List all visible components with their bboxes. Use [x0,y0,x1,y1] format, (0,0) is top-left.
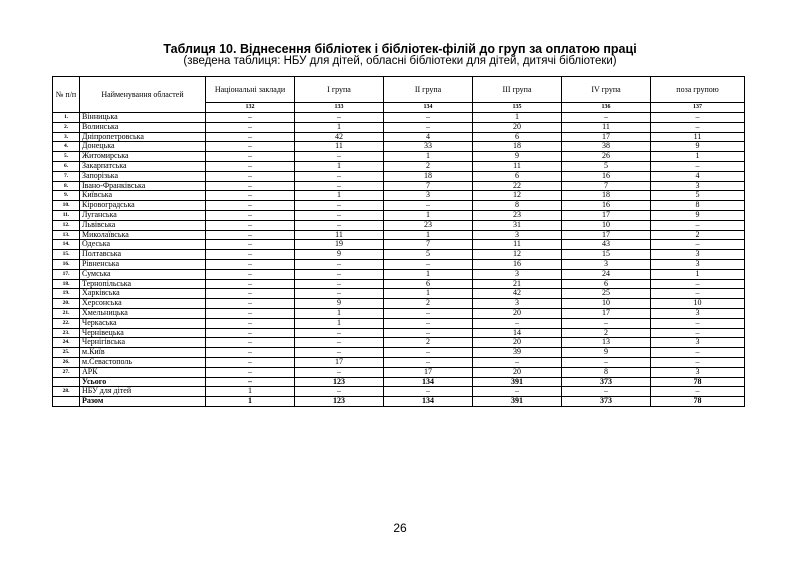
value-cell: – [384,122,473,132]
value-cell: – [206,299,295,309]
region-name: Житомирська [80,152,206,162]
value-cell: 134 [384,377,473,387]
value-cell: – [295,210,384,220]
table-row [53,308,745,318]
table-row [53,113,745,123]
value-cell: 2 [384,338,473,348]
row-number: 6. [53,161,80,171]
value-cell: 11 [562,122,651,132]
value-cell: 3 [473,230,562,240]
value-cell: – [206,113,295,123]
table-row [53,269,745,279]
value-cell: – [384,318,473,328]
value-cell: 12 [473,250,562,260]
region-name: Миколаївська [80,230,206,240]
region-name: Вінницька [80,113,206,123]
value-cell: – [295,259,384,269]
value-cell: 3 [651,181,745,191]
table-row [53,318,745,328]
value-cell: 9 [295,299,384,309]
table-row [53,348,745,358]
value-cell: – [295,348,384,358]
value-cell: – [562,318,651,328]
value-cell: – [206,367,295,377]
value-cell: 42 [295,132,384,142]
page-subtitle: (зведена таблиця: НБУ для дітей, обласні бібліотеки для дітей, дитячі бібліотеки) [183,55,617,67]
table-row [53,387,745,397]
value-cell: 9 [473,152,562,162]
table-row [53,201,745,211]
value-cell: 7 [384,240,473,250]
row-number: 19. [53,289,80,299]
row-number: 14. [53,240,80,250]
value-cell: 1 [384,230,473,240]
value-cell: – [206,328,295,338]
value-cell: – [295,201,384,211]
table-row [53,328,745,338]
value-cell: 1 [295,191,384,201]
value-cell: 11 [473,161,562,171]
value-cell: – [206,181,295,191]
value-cell: 16 [473,259,562,269]
page-title: Таблиця 10. Віднесення бібліотек і бібліотек-філій до груп за оплатою праці [163,42,637,56]
table-row [53,250,745,260]
row-number: 27. [53,367,80,377]
value-cell: – [384,113,473,123]
value-cell: 17 [562,132,651,142]
header-group-4: IV група [562,77,651,103]
row-number: 15. [53,250,80,260]
value-cell: 1 [206,387,295,397]
value-cell: – [473,387,562,397]
row-number: 22. [53,318,80,328]
value-cell: 123 [295,397,384,407]
value-cell: 20 [473,367,562,377]
value-cell: 1 [384,210,473,220]
region-name: Волинська [80,122,206,132]
code-cell: 134 [384,103,473,113]
value-cell: 1 [384,269,473,279]
value-cell: 373 [562,397,651,407]
value-cell: 6 [473,171,562,181]
table-row [53,171,745,181]
row-number: 7. [53,171,80,181]
region-name: АРК [80,367,206,377]
value-cell: – [206,289,295,299]
region-name: Черкаська [80,318,206,328]
table-row [53,181,745,191]
row-number: 8. [53,181,80,191]
region-name: Кіровоградська [80,201,206,211]
total-row [53,397,745,407]
table-row [53,210,745,220]
value-cell: 3 [384,191,473,201]
code-cell: 132 [206,103,295,113]
value-cell: – [651,279,745,289]
value-cell: 17 [562,308,651,318]
value-cell: – [206,308,295,318]
value-cell: – [206,269,295,279]
value-cell: – [206,240,295,250]
row-number: 17. [53,269,80,279]
value-cell: – [295,181,384,191]
row-number: 24. [53,338,80,348]
value-cell: 391 [473,397,562,407]
table-row [53,367,745,377]
value-cell: 15 [562,250,651,260]
table-row [53,299,745,309]
region-name: м.Київ [80,348,206,358]
header-num: № п/п [53,77,80,113]
value-cell: 4 [651,171,745,181]
value-cell: 11 [295,230,384,240]
value-cell: – [651,289,745,299]
value-cell: 2 [562,328,651,338]
value-cell: – [651,220,745,230]
row-number: 20. [53,299,80,309]
value-cell: 20 [473,338,562,348]
region-name: Харківська [80,289,206,299]
table-row [53,357,745,367]
region-name: Усього [80,377,206,387]
value-cell: 17 [384,367,473,377]
value-cell: 23 [473,210,562,220]
row-number: 23. [53,328,80,338]
value-cell: – [384,357,473,367]
value-cell: – [295,289,384,299]
region-name: НБУ для дітей [80,387,206,397]
value-cell: 10 [651,299,745,309]
value-cell: – [651,357,745,367]
header-group-2: ІІ група [384,77,473,103]
header-group-1: І група [295,77,384,103]
region-name: Одеська [80,240,206,250]
value-cell: – [295,367,384,377]
value-cell: 391 [473,377,562,387]
value-cell: 1 [473,113,562,123]
value-cell: 8 [473,201,562,211]
table-row [53,122,745,132]
value-cell: – [384,387,473,397]
table-row [53,132,745,142]
header-group-3: ІІІ група [473,77,562,103]
value-cell: – [651,328,745,338]
header-row [53,77,745,103]
value-cell: 42 [473,289,562,299]
value-cell: – [206,318,295,328]
value-cell: 2 [384,299,473,309]
value-cell: 3 [651,250,745,260]
value-cell: – [206,161,295,171]
value-cell: 1 [384,289,473,299]
table-row [53,279,745,289]
value-cell: 3 [651,338,745,348]
table-row [53,240,745,250]
value-cell: 1 [384,152,473,162]
value-cell: 25 [562,289,651,299]
value-cell: 19 [295,240,384,250]
value-cell: 33 [384,142,473,152]
value-cell: 7 [562,181,651,191]
value-cell: – [562,387,651,397]
row-number: 11. [53,210,80,220]
value-cell: – [206,122,295,132]
value-cell: 9 [295,250,384,260]
value-cell: – [295,328,384,338]
row-number [53,377,80,387]
value-cell: 43 [562,240,651,250]
value-cell: 24 [562,269,651,279]
region-name: Луганська [80,210,206,220]
region-name: Рівненська [80,259,206,269]
value-cell: 1 [295,308,384,318]
value-cell: – [651,161,745,171]
value-cell: 78 [651,397,745,407]
value-cell: 11 [295,142,384,152]
value-cell: – [651,113,745,123]
value-cell: – [384,348,473,358]
value-cell: – [206,171,295,181]
value-cell: 5 [562,161,651,171]
code-cell: 135 [473,103,562,113]
table-row [53,220,745,230]
page-number: 26 [393,521,407,535]
value-cell: 9 [651,210,745,220]
value-cell: 3 [651,308,745,318]
table-row [53,161,745,171]
value-cell: 18 [562,191,651,201]
row-number: 12. [53,220,80,230]
value-cell: – [651,348,745,358]
region-name: Дніпропетровська [80,132,206,142]
value-cell: 21 [473,279,562,289]
value-cell: – [651,122,745,132]
row-number: 5. [53,152,80,162]
region-name: Донецька [80,142,206,152]
value-cell: 3 [473,299,562,309]
value-cell: 8 [562,367,651,377]
row-number: 1. [53,113,80,123]
row-number: 16. [53,259,80,269]
header-outside-group: поза групою [651,77,745,103]
region-name: Закарпатська [80,161,206,171]
region-name: Тернопільська [80,279,206,289]
value-cell: – [295,338,384,348]
value-cell: 7 [384,181,473,191]
value-cell: 1 [295,318,384,328]
row-number: 13. [53,230,80,240]
value-cell: 10 [562,220,651,230]
value-cell: – [206,220,295,230]
value-cell: 20 [473,122,562,132]
header-national: Національні заклади [206,77,295,103]
value-cell: 16 [562,201,651,211]
value-cell: 17 [295,357,384,367]
value-cell: – [295,171,384,181]
value-cell: – [206,152,295,162]
region-name: Івано-Франківська [80,181,206,191]
table-row [53,259,745,269]
value-cell: 17 [562,210,651,220]
value-cell: – [206,338,295,348]
table-row [53,289,745,299]
value-cell: – [206,279,295,289]
table-row [53,142,745,152]
value-cell: – [295,269,384,279]
table-row [53,191,745,201]
value-cell: 17 [562,230,651,240]
value-cell: 1 [651,152,745,162]
value-cell: – [295,387,384,397]
region-name: Чернівецька [80,328,206,338]
value-cell: – [651,240,745,250]
value-cell: 3 [473,269,562,279]
region-name: Львівська [80,220,206,230]
value-cell: 1 [295,161,384,171]
value-cell: 78 [651,377,745,387]
value-cell: – [206,348,295,358]
value-cell: 11 [651,132,745,142]
row-number: 2. [53,122,80,132]
value-cell: 1 [651,269,745,279]
row-number: 18. [53,279,80,289]
value-cell: 8 [651,201,745,211]
value-cell: 6 [562,279,651,289]
region-name: Київська [80,191,206,201]
value-cell: 4 [384,132,473,142]
value-cell: 9 [562,348,651,358]
value-cell: – [384,328,473,338]
table-row [53,338,745,348]
value-cell: – [295,113,384,123]
code-cell: 137 [651,103,745,113]
value-cell: 5 [651,191,745,201]
region-name: Чернігівська [80,338,206,348]
value-cell: 134 [384,397,473,407]
value-cell: – [651,318,745,328]
value-cell: – [473,318,562,328]
value-cell: 1 [295,122,384,132]
value-cell: 20 [473,308,562,318]
row-number: 21. [53,308,80,318]
value-cell: 39 [473,348,562,358]
value-cell: 3 [562,259,651,269]
value-cell: 13 [562,338,651,348]
value-cell: 16 [562,171,651,181]
value-cell: – [206,210,295,220]
value-cell: – [295,279,384,289]
header-name: Найменування областей [80,77,206,113]
code-cell: 136 [562,103,651,113]
value-cell: – [473,357,562,367]
value-cell: 373 [562,377,651,387]
value-cell: – [384,259,473,269]
row-number: 3. [53,132,80,142]
subtotal-row [53,377,745,387]
value-cell: 26 [562,152,651,162]
region-name: Сумська [80,269,206,279]
value-cell: – [384,308,473,318]
value-cell: 6 [473,132,562,142]
value-cell: 2 [651,230,745,240]
row-number: 28. [53,387,80,397]
region-name: Херсонська [80,299,206,309]
value-cell: 14 [473,328,562,338]
value-cell: – [562,113,651,123]
value-cell: 38 [562,142,651,152]
region-name: Полтавська [80,250,206,260]
value-cell: – [295,152,384,162]
value-cell: – [206,357,295,367]
row-number: 9. [53,191,80,201]
region-name: Разом [80,397,206,407]
value-cell: 11 [473,240,562,250]
value-cell: – [206,259,295,269]
row-number [53,397,80,407]
table-row [53,152,745,162]
value-cell: 3 [651,259,745,269]
library-groups-table [52,76,745,407]
value-cell: – [384,201,473,211]
region-name: Запорізька [80,171,206,181]
value-cell: – [206,250,295,260]
value-cell: – [206,191,295,201]
value-cell: 2 [384,161,473,171]
value-cell: – [206,377,295,387]
value-cell: – [562,357,651,367]
value-cell: 18 [473,142,562,152]
value-cell: – [206,142,295,152]
value-cell: – [206,230,295,240]
value-cell: 123 [295,377,384,387]
row-number: 4. [53,142,80,152]
value-cell: 9 [651,142,745,152]
code-cell: 133 [295,103,384,113]
region-name: м.Севастополь [80,357,206,367]
value-cell: – [295,220,384,230]
value-cell: 22 [473,181,562,191]
value-cell: 10 [562,299,651,309]
value-cell: – [206,201,295,211]
region-name: Хмельницька [80,308,206,318]
value-cell: – [206,132,295,142]
value-cell: 12 [473,191,562,201]
value-cell: 3 [651,367,745,377]
table-row [53,230,745,240]
value-cell: 6 [384,279,473,289]
value-cell: – [651,387,745,397]
row-number: 10. [53,201,80,211]
value-cell: 23 [384,220,473,230]
value-cell: 5 [384,250,473,260]
value-cell: 18 [384,171,473,181]
value-cell: 1 [206,397,295,407]
value-cell: 31 [473,220,562,230]
row-number: 25. [53,348,80,358]
row-number: 26. [53,357,80,367]
